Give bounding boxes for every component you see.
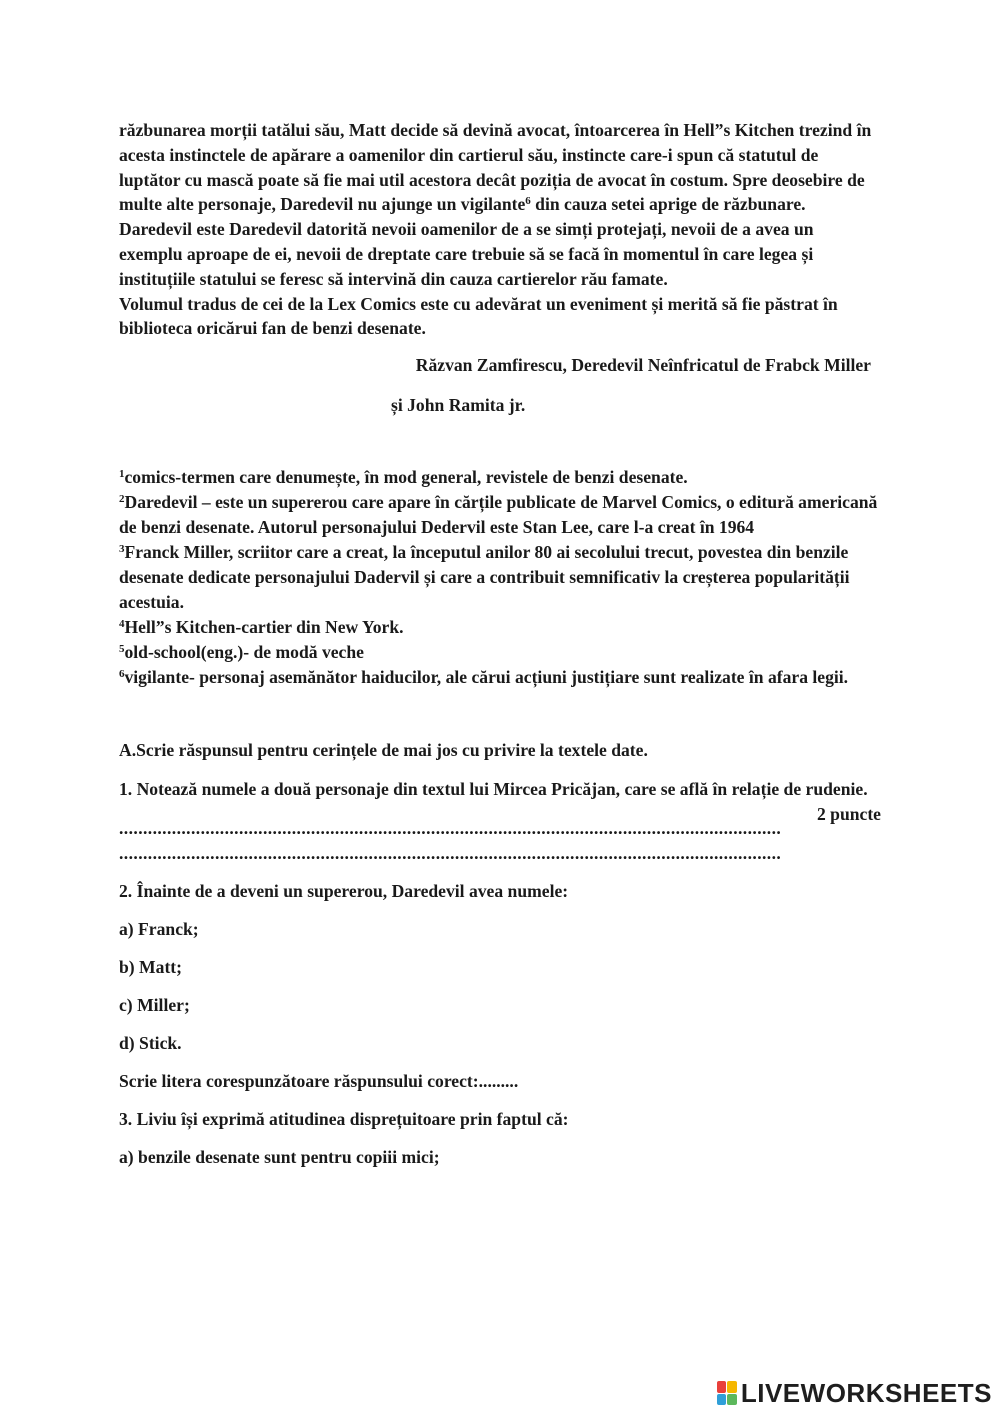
answer-line-2[interactable]: ..........................................................................................................................................	[119, 843, 782, 864]
footnote-2: $^2$Daredevil – este un supererou care apare în cărțile publicate de Marvel Comics, o editură americană de benzi desenate. Autorul personajului Dedervil este Stan Lee, care l-a creat în 1964	[119, 492, 878, 538]
footnote-6: $^6$vigilante- personaj asemănător haiducilor, ale cărui acțiuni justițiare sunt realizate în afara legii.	[119, 667, 849, 688]
question-2: 2. Înainte de a deveni un supererou, Daredevil avea numele:	[119, 881, 569, 902]
liveworksheets-logo-icon	[717, 1381, 737, 1405]
article-byline-continued: și John Ramita jr.	[391, 395, 526, 416]
footnote-5: $^5$old-school(eng.)- de modă veche	[119, 642, 364, 663]
footnote-1: $^1$comics-termen care denumește, în mod general, revistele de benzi desenate.	[119, 467, 688, 488]
question-1-points: 2 puncte	[816, 804, 881, 825]
article-paragraph-2: Volumul tradus de cei de la Lex Comics este cu adevărat un eveniment și merită să fie păstrat în biblioteca oricărui fan de benzi desenate.	[119, 293, 838, 339]
question-2-option-a: a) Franck;	[119, 919, 199, 940]
answer-line-1[interactable]: ..........................................................................................................................................	[119, 818, 782, 839]
footnote-ref-6: 6	[525, 195, 531, 208]
footnote-3: $^3$Franck Miller, scriitor care a creat, la începutul anilor 80 ai secolului trecut, povestea din benzile desenate dedicate personajului Dadervil și care a contribuit semnificativ la creșterea popularității acestuia.	[119, 542, 850, 613]
question-2-instruction[interactable]: Scrie litera corespunzătoare răspunsului corect:.........	[119, 1071, 519, 1092]
question-1: 1. Notează numele a două personaje din textul lui Mircea Pricăjan, care se află în relație de rudenie. 2 puncte	[119, 777, 881, 802]
footnote-4: $^4$Hell”s Kitchen-cartier din New York.	[119, 617, 404, 638]
worksheet-page	[119, 118, 881, 1170]
article-byline: Răzvan Zamfirescu, Deredevil Neînfricatul de Frabck Miller	[415, 355, 871, 376]
question-2-option-d: d) Stick.	[119, 1033, 182, 1054]
liveworksheets-logo-text: LIVEWORKSHEETS	[740, 1377, 992, 1408]
question-2-option-b: b) Matt;	[119, 957, 183, 978]
footnotes	[119, 465, 881, 690]
exercise-heading: A.Scrie răspunsul pentru cerințele de mai jos cu privire la textele date.	[119, 740, 648, 761]
question-2-option-c: c) Miller;	[119, 995, 190, 1016]
question-3: 3. Liviu își exprimă atitudinea disprețuitoare prin faptul că:	[119, 1109, 569, 1130]
liveworksheets-logo	[717, 1378, 992, 1408]
article-paragraph-1: răzbunarea morții tatălui său, Matt decide să devină avocat, întoarcerea în Hell”s Kitchen trezind în acesta instinctele de apărare a oamenilor din cartierul său, instincte care-i spun că statutul de luptător cu mască poate să fie mai util acestora decât poziția de avocat în costum. Spre deosebire de multe alte personaje, Daredevil nu ajunge un vigilante$^6$ din cauza setei aprige de răzbunare. Daredevil este Daredevil datorită nevoii oamenilor de a se simți protejați, nevoii de a avea un exemplu aproape de ei, nevoii de dreptate care trebuie să se facă în momentul în care legea și instituțiile statului se feresc să intervină din cauza cartierelor rău famate.	[119, 120, 872, 289]
question-3-option-a: a) benzile desenate sunt pentru copiii mici;	[119, 1147, 440, 1168]
